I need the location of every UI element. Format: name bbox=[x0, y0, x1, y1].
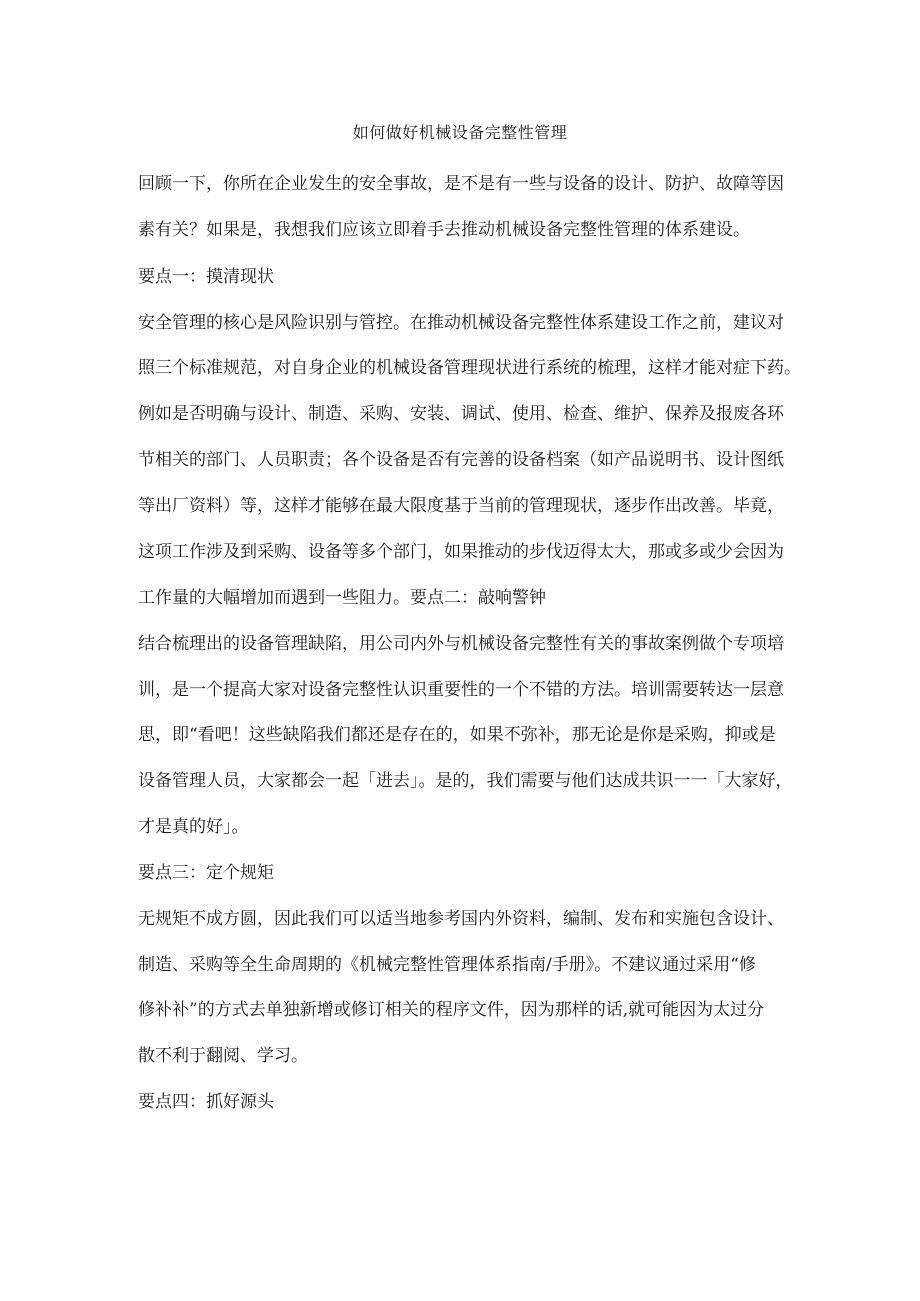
paragraph-line: 才是真的好」。 bbox=[138, 817, 249, 837]
paragraph-line: 安全管理的核心是风险识别与管控。在推动机械设备完整性体系建设工作之前，建议对 bbox=[138, 313, 784, 333]
paragraph-line: 素有关？如果是，我想我们应该立即着手去推动机械设备完整性管理的体系建设。 bbox=[138, 220, 750, 240]
paragraph-line: 制造、采购等全生命周期的《机械完整性管理体系指南/手册》。不建议通过采用“修 bbox=[138, 955, 756, 975]
paragraph-line: 工作量的大幅增加而遇到一些阻力。要点二：敲响警钟 bbox=[138, 588, 546, 608]
paragraph-line: 等出厂资料）等，这样才能够在最大限度基于当前的管理现状，逐步作出改善。毕竟， bbox=[138, 496, 784, 516]
paragraph-line: 结合梳理出的设备管理缺陷，用公司内外与机械设备完整性有关的事故案例做个专项培 bbox=[138, 634, 784, 654]
paragraph-line: 设备管理人员，大家都会一起「进去」。是的，我们需要与他们达成共识一一「大家好， bbox=[138, 771, 793, 791]
paragraph-line: 散不利于翻阅、学习。 bbox=[138, 1046, 308, 1066]
paragraph-line: 这项工作涉及到采购、设备等多个部门，如果推动的步伐迈得太大，那或多或少会因为 bbox=[138, 542, 784, 562]
paragraph-line: 例如是否明确与设计、制造、采购、安装、调试、使用、检查、维护、保养及报废各环 bbox=[138, 404, 784, 424]
paragraph-line: 修补补”的方式去单独新增或修订相关的程序文件，因为那样的话,就可能因为太过分 bbox=[138, 1000, 765, 1020]
document-title: 如何做好机械设备完整性管理 bbox=[352, 123, 568, 142]
section-heading: 要点一：摸清现状 bbox=[138, 267, 274, 287]
section-heading: 要点四：抓好源头 bbox=[138, 1092, 274, 1112]
paragraph-line: 节相关的部门、人员职责；各个设备是否有完善的设备档案（如产品说明书、设计图纸 bbox=[138, 450, 784, 470]
section-heading: 要点三：定个规矩 bbox=[138, 863, 274, 883]
paragraph-line: 训，是一个提高大家对设备完整性认识重要性的一个不错的方法。培训需要转达一层意 bbox=[138, 680, 784, 700]
paragraph-line: 回顾一下，你所在企业发生的安全事故，是不是有一些与设备的设计、防护、故障等因 bbox=[138, 174, 784, 194]
paragraph-line: 思，即“看吧！这些缺陷我们都还是存在的，如果不弥补，那无论是你是采购，抑或是 bbox=[138, 725, 776, 745]
paragraph-line: 照三个标准规范，对自身企业的机械设备管理现状进行系统的梳理，这样才能对症下药。 bbox=[138, 358, 801, 378]
paragraph-line: 无规矩不成方圆，因此我们可以适当地参考国内外资料，编制、发布和实施包含设计、 bbox=[138, 909, 784, 929]
